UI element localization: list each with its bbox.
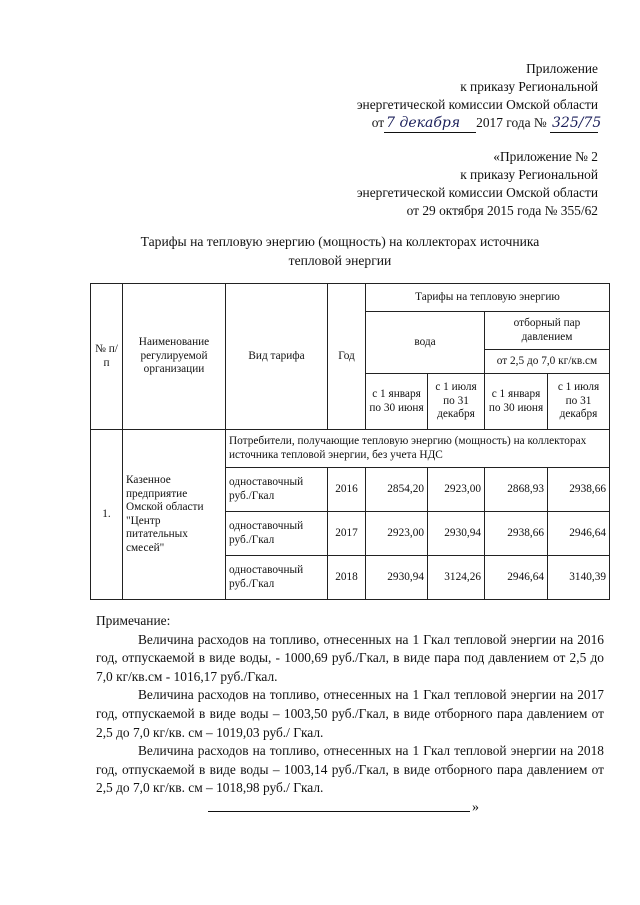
order-ref-2: к приказу Региональной: [460, 167, 598, 182]
col-header-org: Наименование регулируемой организации: [123, 284, 226, 430]
tariff-value: 2938,66: [485, 512, 548, 556]
order-ref: к приказу Региональной: [460, 79, 598, 94]
organization-name: Казенное предприятие Омской области "Центр питательных смесей": [123, 430, 226, 600]
tariff-value: 2923,00: [366, 512, 428, 556]
note-paragraph-2016: Величина расходов на топливо, отнесенных на 1 Гкал тепловой энергии на 2016 год, отпускаемой в виде воды, - 1000,69 руб./Гкал, в виде пара под давлением от 2,5 до 7,0 кг/кв.см - 1016,17 руб./Гкал.: [96, 631, 604, 684]
col-header-period-2: с 1 июля по 31 декабря: [428, 374, 485, 430]
order-date-2: от 29 октября 2015 года № 355/62: [406, 203, 598, 218]
header-row-1: [91, 284, 610, 312]
title-line-2: тепловой энергии: [288, 253, 392, 268]
tariff-value: 3124,26: [428, 556, 485, 600]
tariff-value: 2930,94: [428, 512, 485, 556]
appendix-header: [356, 60, 602, 133]
consumers-description: Потребители, получающие тепловую энергию (мощность) на коллекторах источника тепловой энергии, без учета НДС: [226, 430, 610, 468]
row-number: 1.: [91, 430, 123, 600]
order-date-line: [357, 114, 602, 133]
handwritten-date: 7 декабря: [384, 114, 476, 133]
appendix-label: Приложение: [526, 61, 598, 76]
tariff-value: 2854,20: [366, 468, 428, 512]
col-header-pressure: от 2,5 до 7,0 кг/кв.см: [485, 350, 610, 374]
tariff-value: 2868,93: [485, 468, 548, 512]
consumers-row: [91, 430, 610, 468]
tariff-table: [90, 283, 610, 600]
col-header-tariffs: Тарифы на тепловую энергию: [366, 284, 610, 312]
note-section: [96, 612, 604, 798]
commission-name: энергетической комиссии Омской области: [356, 97, 598, 112]
commission-name-2: энергетической комиссии Омской области: [356, 185, 598, 200]
tariff-value: 2930,94: [366, 556, 428, 600]
closing-divider: [208, 811, 470, 812]
tariff-value: 2946,64: [548, 512, 610, 556]
handwritten-number: 325/75: [552, 115, 602, 131]
tariff-type: одноставочный руб./Гкал: [226, 512, 328, 556]
tariff-year: 2017: [328, 512, 366, 556]
appendix2-label: «Приложение № 2: [493, 149, 598, 164]
tariff-type: одноставочный руб./Гкал: [226, 556, 328, 600]
tariff-year: 2016: [328, 468, 366, 512]
tariff-value: 3140,39: [548, 556, 610, 600]
note-paragraph-2018: Величина расходов на топливо, отнесенных на 1 Гкал тепловой энергии на 2018 год, отпускаемой в виде воды – 1003,14 руб./Гкал, в виде отборного пара давлением от 2,5 до 7,0 кг/кв. см – 1018,98 руб./ Гкал.: [96, 743, 604, 796]
col-header-num: № п/п: [91, 284, 123, 430]
title-line-1: Тарифы на тепловую энергию (мощность) на коллекторах источника: [140, 234, 540, 249]
tariff-value: 2946,64: [485, 556, 548, 600]
from-word: от: [371, 115, 385, 130]
note-title: Примечание:: [96, 613, 171, 628]
col-header-water: вода: [366, 312, 485, 374]
col-header-year: Год: [328, 284, 366, 430]
tariff-year: 2018: [328, 556, 366, 600]
col-header-type: Вид тарифа: [226, 284, 328, 430]
document-title: [80, 232, 600, 270]
closing-quote: »: [472, 800, 479, 815]
tariff-value: 2938,66: [548, 468, 610, 512]
col-header-period-4: с 1 июля по 31 декабря: [548, 374, 610, 430]
col-header-period-3: с 1 января по 30 июня: [485, 374, 548, 430]
tariff-type: одноставочный руб./Гкал: [226, 468, 328, 512]
year-text: 2017 года №: [476, 115, 547, 130]
col-header-steam: отборный пар давлением: [485, 312, 610, 350]
original-appendix-header: [357, 148, 598, 220]
col-header-period-1: с 1 января по 30 июня: [366, 374, 428, 430]
tariff-value: 2923,00: [428, 468, 485, 512]
note-paragraph-2017: Величина расходов на топливо, отнесенных на 1 Гкал тепловой энергии на 2017 год, отпускаемой в виде воды – 1003,50 руб./Гкал, в виде отборного пара давлением от 2,5 до 7,0 кг/кв. см – 1019,03 руб./ Гкал.: [96, 687, 604, 740]
